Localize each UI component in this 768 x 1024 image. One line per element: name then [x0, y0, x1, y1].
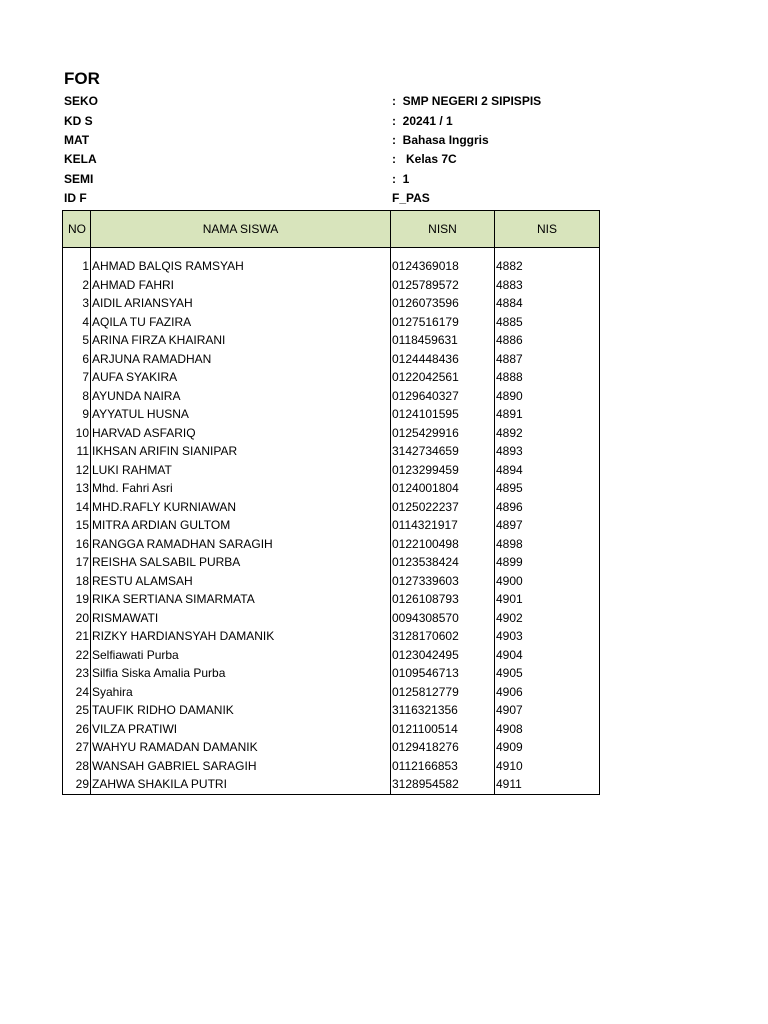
meta-label: KELA	[64, 152, 97, 166]
table-row	[63, 368, 600, 387]
cell-no: 2	[63, 276, 91, 295]
cell-student-name: RESTU ALAMSAH	[91, 572, 391, 591]
cell-nis: 4898	[495, 535, 600, 554]
cell-nis: 4895	[495, 479, 600, 498]
cell-nisn: 0125789572	[391, 276, 495, 295]
table-row	[63, 424, 600, 443]
cell-nis: 4899	[495, 553, 600, 572]
cell-student-name: Mhd. Fahri Asri	[91, 479, 391, 498]
meta-row-code	[64, 112, 604, 130]
cell-student-name: WAHYU RAMADAN DAMANIK	[91, 738, 391, 757]
cell-nis: 4882	[495, 257, 600, 276]
cell-student-name: MHD.RAFLY KURNIAWAN	[91, 498, 391, 517]
meta-value: : 20241 / 1	[392, 114, 453, 128]
cell-nisn: 0126108793	[391, 590, 495, 609]
cell-no: 27	[63, 738, 91, 757]
cell-student-name: ARINA FIRZA KHAIRANI	[91, 331, 391, 350]
table-header-row	[63, 211, 600, 248]
cell-student-name: AUFA SYAKIRA	[91, 368, 391, 387]
cell-no: 18	[63, 572, 91, 591]
cell-nisn: 0125022237	[391, 498, 495, 517]
cell-no: 9	[63, 405, 91, 424]
cell-nisn: 0109546713	[391, 664, 495, 683]
cell-no: 23	[63, 664, 91, 683]
document-title: FOR	[64, 69, 100, 88]
cell-no: 20	[63, 609, 91, 628]
cell-student-name: AHMAD FAHRI	[91, 276, 391, 295]
cell-student-name: RANGGA RAMADHAN SARAGIH	[91, 535, 391, 554]
meta-label: SEKO	[64, 94, 99, 108]
meta-label: KD S	[64, 114, 93, 128]
cell-student-name: HARVAD ASFARIQ	[91, 424, 391, 443]
table-row	[63, 664, 600, 683]
cell-no: 25	[63, 701, 91, 720]
cell-no: 1	[63, 257, 91, 276]
cell-nisn: 0094308570	[391, 609, 495, 628]
table-row	[63, 313, 600, 332]
cell-nisn: 3116321356	[391, 701, 495, 720]
cell-student-name: VILZA PRATIWI	[91, 720, 391, 739]
cell-nis: 4906	[495, 683, 600, 702]
cell-nis: 4903	[495, 627, 600, 646]
cell-nisn: 0127339603	[391, 572, 495, 591]
cell-no: 14	[63, 498, 91, 517]
cell-no: 19	[63, 590, 91, 609]
cell-nis: 4892	[495, 424, 600, 443]
cell-student-name: REISHA SALSABIL PURBA	[91, 553, 391, 572]
spacer-cell	[495, 248, 600, 258]
meta-value: : Kelas 7C	[392, 152, 457, 166]
cell-nisn: 0123042495	[391, 646, 495, 665]
table-row	[63, 738, 600, 757]
cell-student-name: RIZKY HARDIANSYAH DAMANIK	[91, 627, 391, 646]
table-row	[63, 720, 600, 739]
cell-nis: 4886	[495, 331, 600, 350]
meta-row-semester	[64, 170, 604, 188]
table-row	[63, 461, 600, 480]
cell-no: 29	[63, 775, 91, 794]
cell-nisn: 0124101595	[391, 405, 495, 424]
meta-value: : Bahasa Inggris	[392, 133, 489, 147]
cell-nisn: 0123299459	[391, 461, 495, 480]
table-row	[63, 701, 600, 720]
cell-no: 7	[63, 368, 91, 387]
cell-no: 5	[63, 331, 91, 350]
table-row	[63, 387, 600, 406]
table-row	[63, 276, 600, 295]
cell-nis: 4910	[495, 757, 600, 776]
cell-nisn: 0122100498	[391, 535, 495, 554]
cell-no: 26	[63, 720, 91, 739]
cell-no: 17	[63, 553, 91, 572]
cell-nisn: 0123538424	[391, 553, 495, 572]
table-row	[63, 405, 600, 424]
cell-student-name: RISMAWATI	[91, 609, 391, 628]
spacer-cell	[391, 248, 495, 258]
cell-nis: 4908	[495, 720, 600, 739]
cell-student-name: LUKI RAHMAT	[91, 461, 391, 480]
cell-nis: 4902	[495, 609, 600, 628]
meta-label: ID F	[64, 191, 87, 205]
cell-student-name: Selfiawati Purba	[91, 646, 391, 665]
cell-nisn: 0127516179	[391, 313, 495, 332]
cell-nisn: 0124448436	[391, 350, 495, 369]
cell-nis: 4897	[495, 516, 600, 535]
cell-nisn: 0114321917	[391, 516, 495, 535]
cell-nis: 4907	[495, 701, 600, 720]
table-row	[63, 479, 600, 498]
cell-nisn: 0112166853	[391, 757, 495, 776]
spacer-cell	[63, 248, 91, 258]
student-table	[62, 210, 600, 795]
table-row	[63, 535, 600, 554]
cell-nis: 4888	[495, 368, 600, 387]
table-row	[63, 257, 600, 276]
table-row	[63, 442, 600, 461]
table-row	[63, 775, 600, 794]
cell-student-name: AYUNDA NAIRA	[91, 387, 391, 406]
column-header-name: NAMA SISWA	[91, 211, 391, 248]
cell-student-name: ARJUNA RAMADHAN	[91, 350, 391, 369]
cell-student-name: WANSAH GABRIEL SARAGIH	[91, 757, 391, 776]
meta-row-class	[64, 150, 604, 168]
table-row	[63, 350, 600, 369]
table-row	[63, 609, 600, 628]
cell-student-name: TAUFIK RIDHO DAMANIK	[91, 701, 391, 720]
cell-nis: 4885	[495, 313, 600, 332]
cell-nis: 4911	[495, 775, 600, 794]
cell-nisn: 3128954582	[391, 775, 495, 794]
meta-label: SEMI	[64, 172, 94, 186]
column-header-no: NO	[63, 211, 91, 248]
spacer-cell	[91, 248, 391, 258]
cell-no: 8	[63, 387, 91, 406]
cell-nis: 4909	[495, 738, 600, 757]
cell-student-name: IKHSAN ARIFIN SIANIPAR	[91, 442, 391, 461]
meta-value: : 1	[392, 172, 410, 186]
cell-student-name: ZAHWA SHAKILA PUTRI	[91, 775, 391, 794]
table-row	[63, 498, 600, 517]
cell-student-name: AYYATUL HUSNA	[91, 405, 391, 424]
cell-nis: 4904	[495, 646, 600, 665]
cell-nisn: 3142734659	[391, 442, 495, 461]
meta-value: F_PAS	[392, 191, 430, 205]
cell-no: 13	[63, 479, 91, 498]
table-spacer-row	[63, 248, 600, 258]
cell-student-name: RIKA SERTIANA SIMARMATA	[91, 590, 391, 609]
cell-no: 6	[63, 350, 91, 369]
cell-no: 11	[63, 442, 91, 461]
meta-row-subject	[64, 131, 604, 149]
cell-nis: 4905	[495, 664, 600, 683]
table-row	[63, 757, 600, 776]
cell-nis: 4900	[495, 572, 600, 591]
cell-student-name: Syahira	[91, 683, 391, 702]
table-row	[63, 646, 600, 665]
meta-value: : SMP NEGERI 2 SIPISPIS	[392, 94, 542, 108]
meta-row-school	[64, 92, 604, 110]
cell-nisn: 3128170602	[391, 627, 495, 646]
table-body	[63, 248, 600, 795]
cell-nisn: 0125429916	[391, 424, 495, 443]
cell-student-name: MITRA ARDIAN GULTOM	[91, 516, 391, 535]
cell-no: 28	[63, 757, 91, 776]
table-row	[63, 331, 600, 350]
cell-nisn: 0124001804	[391, 479, 495, 498]
cell-no: 15	[63, 516, 91, 535]
cell-nisn: 0125812779	[391, 683, 495, 702]
cell-no: 10	[63, 424, 91, 443]
cell-nisn: 0129418276	[391, 738, 495, 757]
cell-nisn: 0126073596	[391, 294, 495, 313]
cell-nisn: 0124369018	[391, 257, 495, 276]
table-row	[63, 294, 600, 313]
column-header-nis: NIS	[495, 211, 600, 248]
cell-no: 16	[63, 535, 91, 554]
cell-nisn: 0121100514	[391, 720, 495, 739]
cell-nisn: 0118459631	[391, 331, 495, 350]
cell-student-name: AIDIL ARIANSYAH	[91, 294, 391, 313]
cell-student-name: Silfia Siska Amalia Purba	[91, 664, 391, 683]
cell-student-name: AHMAD BALQIS RAMSYAH	[91, 257, 391, 276]
cell-nisn: 0122042561	[391, 368, 495, 387]
cell-nis: 4891	[495, 405, 600, 424]
cell-nis: 4890	[495, 387, 600, 406]
cell-nis: 4884	[495, 294, 600, 313]
cell-nis: 4896	[495, 498, 600, 517]
cell-nis: 4893	[495, 442, 600, 461]
table-row	[63, 627, 600, 646]
meta-label: MAT	[64, 133, 90, 147]
table-row	[63, 572, 600, 591]
cell-no: 24	[63, 683, 91, 702]
cell-no: 4	[63, 313, 91, 332]
cell-no: 12	[63, 461, 91, 480]
cell-nis: 4901	[495, 590, 600, 609]
cell-nisn: 0129640327	[391, 387, 495, 406]
cell-no: 22	[63, 646, 91, 665]
table-row	[63, 553, 600, 572]
cell-student-name: AQILA TU FAZIRA	[91, 313, 391, 332]
meta-row-form-id	[64, 189, 604, 207]
cell-nis: 4894	[495, 461, 600, 480]
table-row	[63, 516, 600, 535]
column-header-nisn: NISN	[391, 211, 495, 248]
table-row	[63, 590, 600, 609]
cell-nis: 4887	[495, 350, 600, 369]
cell-no: 21	[63, 627, 91, 646]
table-row	[63, 683, 600, 702]
cell-nis: 4883	[495, 276, 600, 295]
cell-no: 3	[63, 294, 91, 313]
